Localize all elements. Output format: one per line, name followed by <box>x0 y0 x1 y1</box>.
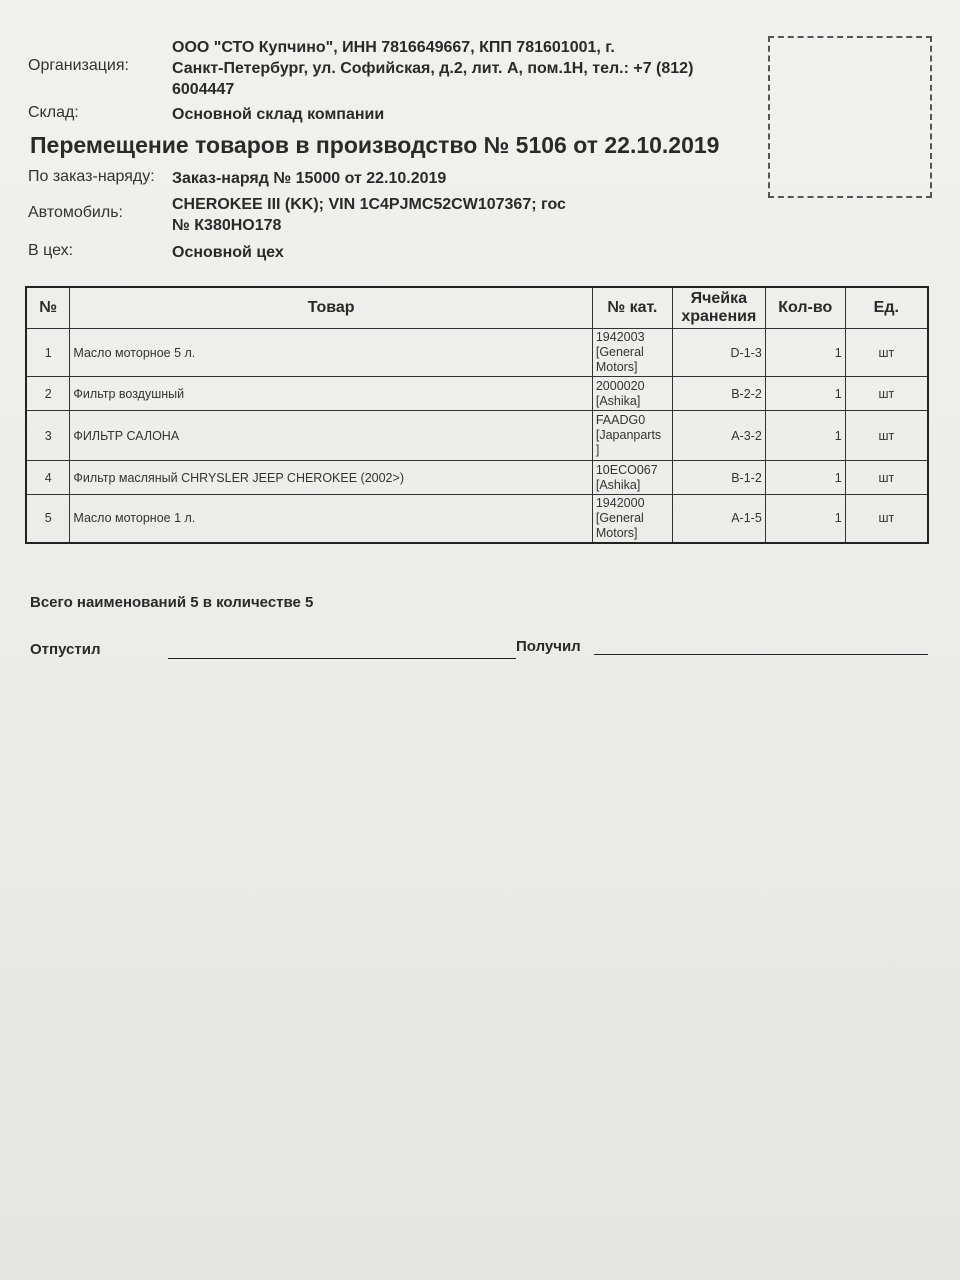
row-num: 3 <box>26 411 70 461</box>
catalog-line: 1942000 <box>595 495 645 510</box>
warehouse-label: Склад: <box>28 104 79 121</box>
row-unit: шт <box>845 461 928 495</box>
row-product: Фильтр воздушный <box>70 377 592 411</box>
header-quantity: Кол-во <box>765 287 845 329</box>
catalog-line: [General <box>595 510 644 525</box>
header-num: № <box>26 287 70 329</box>
row-quantity: 1 <box>765 377 845 411</box>
stamp-area <box>768 36 932 198</box>
row-product: Масло моторное 5 л. <box>70 329 592 377</box>
row-unit: шт <box>845 329 928 377</box>
org-value-line: 6004447 <box>172 81 235 98</box>
row-storage-cell: B-2-2 <box>672 377 765 411</box>
row-unit: шт <box>845 377 928 411</box>
row-unit: шт <box>845 495 928 543</box>
row-storage-cell: B-1-2 <box>672 461 765 495</box>
row-quantity: 1 <box>765 495 845 543</box>
row-quantity: 1 <box>765 461 845 495</box>
shop-label: В цех: <box>28 242 74 259</box>
row-quantity: 1 <box>765 411 845 461</box>
row-product: Фильтр масляный CHRYSLER JEEP CHEROKEE (2002>) <box>70 461 592 495</box>
catalog-line: [General <box>595 345 644 359</box>
warehouse-value: Основной склад компании <box>172 106 385 123</box>
catalog-line: ] <box>595 443 600 457</box>
row-product: Масло моторное 1 л. <box>70 495 592 543</box>
row-catalog <box>592 329 672 377</box>
table-row <box>26 495 928 543</box>
org-value-line: ООО "СТО Купчино", ИНН 7816649667, КПП 781601001, г. <box>172 39 615 56</box>
row-num: 1 <box>26 329 70 377</box>
row-quantity: 1 <box>765 329 845 377</box>
totals-text: Всего наименований 5 в количестве 5 <box>30 594 314 611</box>
catalog-line: [Ashika] <box>595 393 641 408</box>
row-num: 4 <box>26 461 70 495</box>
car-value-line: CHEROKEE III (KK); VIN 1C4PJMC52CW107367; гос <box>172 196 566 213</box>
shop-value: Основной цех <box>172 244 284 261</box>
table-row <box>26 329 928 377</box>
catalog-line: 1942003 <box>595 330 645 344</box>
table-header-row <box>26 287 928 329</box>
items-table <box>25 286 929 544</box>
car-value-line: № К380НО178 <box>172 217 282 234</box>
car-value <box>172 194 566 236</box>
catalog-line: [Ashika] <box>595 477 641 492</box>
org-label: Организация: <box>28 57 129 74</box>
row-product: ФИЛЬТР САЛОНА <box>70 411 592 461</box>
car-label: Автомобиль: <box>28 204 123 221</box>
catalog-line: FAADG0 <box>595 413 646 427</box>
catalog-line: Motors] <box>595 525 638 540</box>
table-row <box>26 411 928 461</box>
row-unit: шт <box>845 411 928 461</box>
header-product: Товар <box>70 287 592 329</box>
table-row <box>26 461 928 495</box>
released-label: Отпустил <box>30 641 101 658</box>
catalog-line: 2000020 <box>595 378 645 393</box>
org-value-line: Санкт-Петербург, ул. Софийская, д.2, лит. А, пом.1Н, тел.: +7 (812) <box>172 60 694 77</box>
row-catalog <box>592 461 672 495</box>
header-catalog: № кат. <box>592 287 672 329</box>
order-label: По заказ-наряду: <box>28 168 155 185</box>
row-num: 2 <box>26 377 70 411</box>
received-signature-line <box>594 654 928 655</box>
received-label: Получил <box>516 638 581 655</box>
document-title: Перемещение товаров в производство № 5106 от 22.10.2019 <box>30 132 720 158</box>
row-storage-cell: A-1-5 <box>672 495 765 543</box>
row-storage-cell: D-1-3 <box>672 329 765 377</box>
row-catalog <box>592 495 672 543</box>
released-signature-line <box>168 658 516 659</box>
org-value <box>172 37 693 100</box>
row-num: 5 <box>26 495 70 543</box>
row-storage-cell: A-3-2 <box>672 411 765 461</box>
order-value: Заказ-наряд № 15000 от 22.10.2019 <box>172 170 447 187</box>
row-catalog <box>592 411 672 461</box>
header-unit: Ед. <box>845 287 928 329</box>
catalog-line: [Japanparts <box>595 428 662 442</box>
row-catalog <box>592 377 672 411</box>
header-storage-cell: Ячейка хранения <box>672 287 765 329</box>
catalog-line: Motors] <box>595 360 638 374</box>
table-row <box>26 377 928 411</box>
catalog-line: 10ECO067 <box>595 462 658 477</box>
